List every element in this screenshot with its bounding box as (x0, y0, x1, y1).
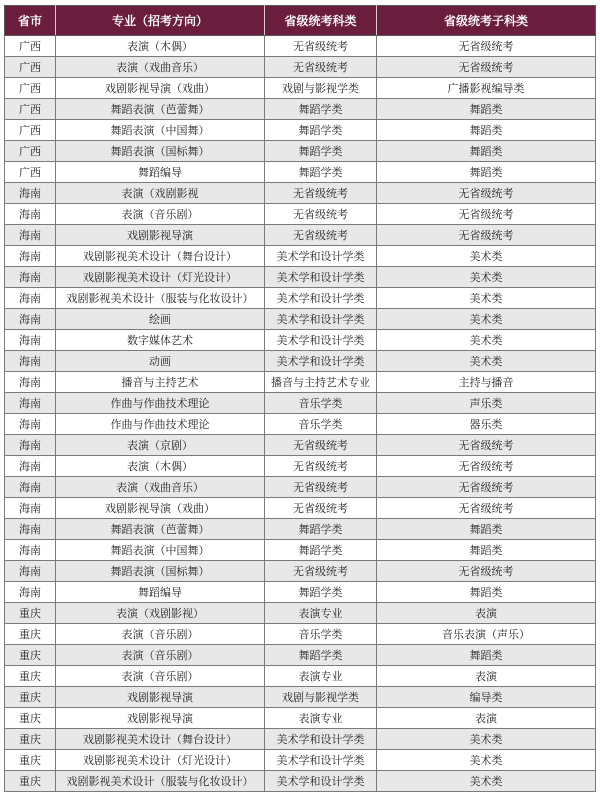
cell-exam-subcategory: 器乐类 (377, 414, 596, 435)
cell-exam-category: 舞蹈学类 (265, 582, 377, 603)
cell-exam-category: 音乐学类 (265, 414, 377, 435)
cell-exam-subcategory: 舞蹈类 (377, 582, 596, 603)
table-row (5, 561, 596, 582)
cell-major: 数字媒体艺术 (56, 330, 265, 351)
cell-province: 重庆 (5, 750, 56, 771)
cell-exam-category: 表演专业 (265, 708, 377, 729)
table-row (5, 582, 596, 603)
cell-major: 舞蹈编导 (56, 582, 265, 603)
cell-exam-category: 舞蹈学类 (265, 540, 377, 561)
cell-major: 戏剧影视美术设计（灯光设计） (56, 267, 265, 288)
cell-province: 重庆 (5, 603, 56, 624)
cell-major: 戏剧影视导演 (56, 225, 265, 246)
cell-major: 表演（音乐剧） (56, 645, 265, 666)
cell-major: 表演（戏曲音乐） (56, 57, 265, 78)
cell-province: 广西 (5, 57, 56, 78)
cell-province: 海南 (5, 351, 56, 372)
table-row (5, 225, 596, 246)
cell-exam-subcategory: 舞蹈类 (377, 162, 596, 183)
cell-exam-subcategory: 无省级统考 (377, 57, 596, 78)
cell-major: 表演（木偶） (56, 456, 265, 477)
cell-province: 海南 (5, 393, 56, 414)
cell-major: 舞蹈表演（国标舞） (56, 141, 265, 162)
table-row (5, 540, 596, 561)
table-row (5, 78, 596, 99)
cell-exam-category: 美术学和设计学类 (265, 729, 377, 750)
cell-exam-category: 音乐学类 (265, 393, 377, 414)
cell-exam-subcategory: 舞蹈类 (377, 120, 596, 141)
cell-exam-subcategory: 舞蹈类 (377, 99, 596, 120)
cell-exam-subcategory: 美术类 (377, 351, 596, 372)
table-row (5, 687, 596, 708)
table-row (5, 330, 596, 351)
cell-exam-subcategory: 无省级统考 (377, 36, 596, 57)
table-row (5, 288, 596, 309)
table-row (5, 729, 596, 750)
table-row (5, 36, 596, 57)
cell-exam-category: 无省级统考 (265, 225, 377, 246)
cell-exam-category: 舞蹈学类 (265, 120, 377, 141)
cell-province: 海南 (5, 582, 56, 603)
cell-exam-category: 表演专业 (265, 603, 377, 624)
table-row (5, 120, 596, 141)
cell-exam-subcategory: 无省级统考 (377, 435, 596, 456)
cell-exam-category: 无省级统考 (265, 498, 377, 519)
table-row (5, 456, 596, 477)
table-row (5, 57, 596, 78)
cell-province: 重庆 (5, 666, 56, 687)
cell-major: 戏剧影视导演 (56, 687, 265, 708)
cell-exam-category: 无省级统考 (265, 435, 377, 456)
cell-major: 表演（音乐剧） (56, 624, 265, 645)
cell-exam-category: 美术学和设计学类 (265, 771, 377, 792)
table-row (5, 645, 596, 666)
table-row (5, 141, 596, 162)
table-row (5, 99, 596, 120)
cell-exam-category: 美术学和设计学类 (265, 750, 377, 771)
cell-major: 舞蹈编导 (56, 162, 265, 183)
table-row (5, 498, 596, 519)
cell-exam-subcategory: 舞蹈类 (377, 540, 596, 561)
cell-province: 重庆 (5, 708, 56, 729)
cell-exam-subcategory: 无省级统考 (377, 204, 596, 225)
cell-exam-subcategory: 编导类 (377, 687, 596, 708)
cell-province: 重庆 (5, 624, 56, 645)
cell-exam-subcategory: 无省级统考 (377, 561, 596, 582)
table-row (5, 246, 596, 267)
cell-province: 海南 (5, 540, 56, 561)
cell-major: 动画 (56, 351, 265, 372)
header-exam-subcategory: 省级统考子科类 (377, 6, 596, 36)
cell-exam-subcategory: 表演 (377, 666, 596, 687)
cell-exam-subcategory: 美术类 (377, 288, 596, 309)
header-exam-category: 省级统考科类 (265, 6, 377, 36)
table-row (5, 603, 596, 624)
cell-province: 广西 (5, 99, 56, 120)
cell-province: 海南 (5, 246, 56, 267)
cell-province: 广西 (5, 78, 56, 99)
table-row (5, 414, 596, 435)
cell-exam-category: 舞蹈学类 (265, 141, 377, 162)
table-row (5, 624, 596, 645)
cell-exam-subcategory: 美术类 (377, 771, 596, 792)
cell-exam-category: 无省级统考 (265, 204, 377, 225)
cell-exam-subcategory: 美术类 (377, 246, 596, 267)
cell-province: 重庆 (5, 771, 56, 792)
cell-province: 重庆 (5, 729, 56, 750)
cell-province: 海南 (5, 498, 56, 519)
cell-exam-category: 戏剧与影视学类 (265, 687, 377, 708)
table-row (5, 519, 596, 540)
cell-province: 海南 (5, 330, 56, 351)
cell-province: 海南 (5, 414, 56, 435)
table-row (5, 393, 596, 414)
cell-major: 绘画 (56, 309, 265, 330)
table-row (5, 351, 596, 372)
cell-major: 戏剧影视美术设计（舞台设计） (56, 246, 265, 267)
table-row (5, 435, 596, 456)
cell-major: 舞蹈表演（芭蕾舞） (56, 519, 265, 540)
cell-major: 表演（木偶） (56, 36, 265, 57)
cell-major: 播音与主持艺术 (56, 372, 265, 393)
cell-exam-category: 播音与主持艺术专业 (265, 372, 377, 393)
cell-exam-category: 无省级统考 (265, 561, 377, 582)
cell-exam-subcategory: 美术类 (377, 267, 596, 288)
table-row (5, 750, 596, 771)
cell-exam-category: 无省级统考 (265, 183, 377, 204)
cell-exam-subcategory: 无省级统考 (377, 477, 596, 498)
cell-exam-category: 无省级统考 (265, 456, 377, 477)
cell-major: 戏剧影视美术设计（灯光设计） (56, 750, 265, 771)
table-row (5, 204, 596, 225)
header-major: 专业（招考方向） (56, 6, 265, 36)
cell-province: 重庆 (5, 687, 56, 708)
cell-province: 广西 (5, 120, 56, 141)
cell-major: 戏剧影视美术设计（服装与化妆设计） (56, 771, 265, 792)
cell-exam-category: 美术学和设计学类 (265, 267, 377, 288)
table-row (5, 309, 596, 330)
cell-province: 海南 (5, 183, 56, 204)
cell-exam-category: 无省级统考 (265, 477, 377, 498)
cell-exam-category: 美术学和设计学类 (265, 330, 377, 351)
cell-exam-subcategory: 音乐表演（声乐） (377, 624, 596, 645)
cell-exam-category: 舞蹈学类 (265, 645, 377, 666)
admissions-table-sheet (4, 5, 595, 792)
cell-province: 海南 (5, 225, 56, 246)
cell-major: 戏剧影视导演 (56, 708, 265, 729)
cell-province: 海南 (5, 204, 56, 225)
cell-major: 表演（戏剧影视 (56, 183, 265, 204)
cell-major: 戏剧影视美术设计（服装与化妆设计） (56, 288, 265, 309)
cell-province: 广西 (5, 36, 56, 57)
table-row (5, 183, 596, 204)
cell-province: 广西 (5, 141, 56, 162)
header-province: 省市 (5, 6, 56, 36)
cell-exam-subcategory: 声乐类 (377, 393, 596, 414)
table-row (5, 267, 596, 288)
cell-major: 作曲与作曲技术理论 (56, 393, 265, 414)
cell-exam-subcategory: 美术类 (377, 309, 596, 330)
cell-province: 海南 (5, 372, 56, 393)
cell-major: 舞蹈表演（芭蕾舞） (56, 99, 265, 120)
cell-exam-subcategory: 无省级统考 (377, 225, 596, 246)
cell-major: 表演（音乐剧） (56, 666, 265, 687)
table-row (5, 666, 596, 687)
cell-exam-category: 美术学和设计学类 (265, 309, 377, 330)
cell-exam-subcategory: 舞蹈类 (377, 141, 596, 162)
cell-province: 海南 (5, 456, 56, 477)
cell-province: 海南 (5, 435, 56, 456)
cell-province: 重庆 (5, 645, 56, 666)
cell-major: 表演（京剧） (56, 435, 265, 456)
cell-province: 海南 (5, 477, 56, 498)
cell-exam-category: 舞蹈学类 (265, 99, 377, 120)
cell-exam-subcategory: 美术类 (377, 750, 596, 771)
cell-major: 舞蹈表演（中国舞） (56, 540, 265, 561)
cell-province: 海南 (5, 309, 56, 330)
table-row (5, 708, 596, 729)
cell-exam-category: 音乐学类 (265, 624, 377, 645)
cell-exam-subcategory: 无省级统考 (377, 183, 596, 204)
table-row (5, 771, 596, 792)
cell-exam-subcategory: 无省级统考 (377, 498, 596, 519)
cell-major: 戏剧影视导演（戏曲） (56, 78, 265, 99)
cell-exam-subcategory: 美术类 (377, 729, 596, 750)
cell-major: 戏剧影视导演（戏曲） (56, 498, 265, 519)
table-row (5, 477, 596, 498)
table-row (5, 372, 596, 393)
cell-province: 海南 (5, 519, 56, 540)
cell-exam-category: 无省级统考 (265, 36, 377, 57)
cell-exam-subcategory: 舞蹈类 (377, 519, 596, 540)
cell-province: 海南 (5, 288, 56, 309)
table-body (5, 36, 596, 792)
cell-major: 戏剧影视美术设计（舞台设计） (56, 729, 265, 750)
cell-exam-subcategory: 美术类 (377, 330, 596, 351)
cell-major: 表演（音乐剧） (56, 204, 265, 225)
cell-exam-subcategory: 表演 (377, 603, 596, 624)
cell-major: 作曲与作曲技术理论 (56, 414, 265, 435)
cell-major: 表演（戏剧影视） (56, 603, 265, 624)
cell-exam-category: 无省级统考 (265, 57, 377, 78)
cell-exam-category: 美术学和设计学类 (265, 351, 377, 372)
cell-exam-subcategory: 表演 (377, 708, 596, 729)
cell-exam-category: 美术学和设计学类 (265, 246, 377, 267)
cell-major: 舞蹈表演（国标舞） (56, 561, 265, 582)
cell-major: 表演（戏曲音乐） (56, 477, 265, 498)
cell-province: 海南 (5, 561, 56, 582)
cell-exam-category: 表演专业 (265, 666, 377, 687)
cell-exam-subcategory: 广播影视编导类 (377, 78, 596, 99)
cell-province: 海南 (5, 267, 56, 288)
table-row (5, 162, 596, 183)
cell-exam-subcategory: 舞蹈类 (377, 645, 596, 666)
cell-major: 舞蹈表演（中国舞） (56, 120, 265, 141)
admissions-table (4, 5, 596, 792)
cell-exam-category: 美术学和设计学类 (265, 288, 377, 309)
cell-exam-category: 戏剧与影视学类 (265, 78, 377, 99)
table-header-row (5, 6, 596, 36)
cell-province: 广西 (5, 162, 56, 183)
cell-exam-subcategory: 无省级统考 (377, 456, 596, 477)
cell-exam-category: 舞蹈学类 (265, 519, 377, 540)
cell-exam-category: 舞蹈学类 (265, 162, 377, 183)
cell-exam-subcategory: 主持与播音 (377, 372, 596, 393)
